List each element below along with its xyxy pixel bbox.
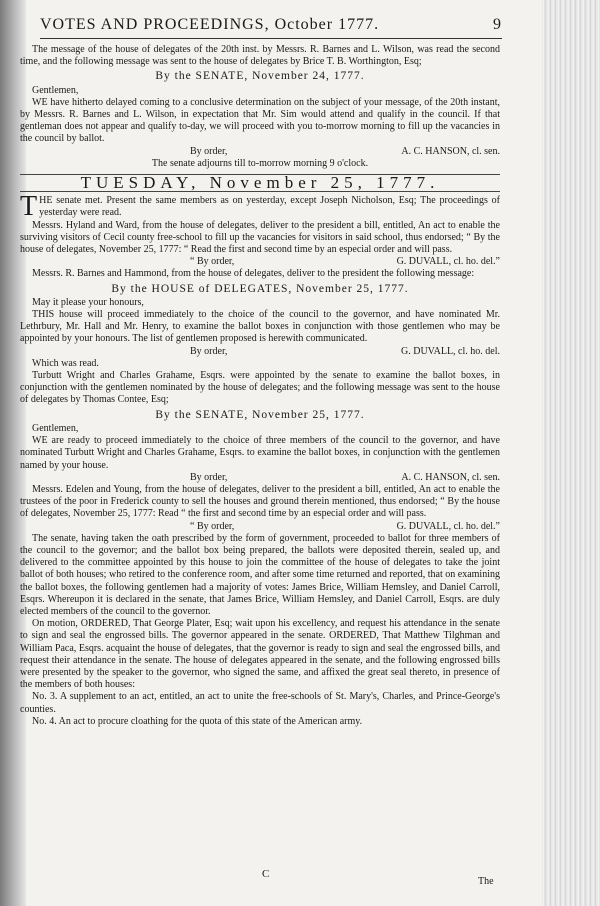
paragraph: The message of the house of delegates of the 20th inst. by Messrs. R. Barnes and L. Wilson, was read the second time, and the following message was sent to the house of delegates by Brice T. B. Worthington, Esq; — [20, 44, 500, 68]
paragraph: The senate, having taken the oath prescribed by the form of government, proceeded to ballot for three members of the council to the governor; and the ballot box being prepared, the ballots were deposited therein, sealed up, and delivered to the committee appointed by this house to join the committee of the house of delegates to take the joint ballot of both houses; who retired to the conference room, and after some time returned and reported, that on examining the ballot boxes, the following gentlemen had a majority of votes: James Brice, William Hemsley, and Daniel Carroll, Esqrs. Whereupon it is declared in the senate, that James Brice, William Hemsley, and Daniel Carroll, Esqrs. are duly elected members of the council to the governor. — [20, 532, 500, 617]
page-number: 9 — [493, 16, 502, 33]
paragraph: Which was read. — [32, 357, 99, 369]
page-edges — [542, 0, 600, 906]
paragraph: Turbutt Wright and Charles Grahame, Esqrs. were appointed by the senate to examine the ballot boxes, in conjunction with the gentlemen nominated by the house of delegates; and the following message was sent to the house of delegates by Thomas Contee, Esq; — [20, 370, 500, 406]
paragraph: Messrs. Edelen and Young, from the house of delegates, deliver to the president a bill, entitled, An act to enable the trustees of the poor in Frederick county to sell the houses and ground therein mentioned, thus endorsed; “ By the house of delegates, November 25, 1777: Read “ the first and second time by an especial order and will pass. — [20, 483, 500, 520]
signature-order: “ By order, — [190, 256, 235, 268]
salutation: Gentlemen, — [32, 84, 79, 96]
signature-order: By order, — [190, 345, 228, 357]
day-heading: TUESDAY, November 25, 1777. — [20, 174, 500, 192]
salutation: May it please your honours, — [32, 296, 144, 308]
paragraph: THIS house will proceed immediately to the choice of the council to the governor, and have nominated Mr. Lethrbury, Mr. Hall and Mr. Henry, to examine the ballot boxes in conjunction with those gentlemen who may be appointed by your honours. The list of gentlemen proposed is herewith communicated. — [20, 309, 500, 345]
signature-name: A. C. HANSON, cl. sen. — [401, 145, 500, 157]
paragraph: No. 4. An act to procure cloathing for the quota of this state of the American army. — [32, 715, 363, 727]
paragraph: WE have hitherto delayed coming to a conclusive determination on the subject of your message, of the 20th instant, by Messrs. R. Barnes and L. Wilson, in expectation that Mr. Sim would attend and qualify in the council. If that gentleman does not appear and qualify to-day, we will proceed with you to-morrow morning to fill up the vacancies in the council by ballot. — [20, 96, 500, 145]
section-heading: By the SENATE, November 25, 1777. — [155, 408, 365, 421]
signature-order: By order, — [190, 471, 228, 483]
section-heading: By the SENATE, November 24, 1777. — [155, 70, 365, 83]
paragraph: THE senate met. Present the same members as on yesterday, except Joseph Nicholson, Esq; The proceedings of yesterday were read. — [20, 191, 500, 223]
catchword: The — [478, 876, 494, 887]
signature-name: G. DUVALL, cl. ho. del.” — [396, 520, 500, 532]
signature-line — [20, 346, 500, 358]
signature-order: By order, — [190, 145, 228, 157]
signature-line — [20, 256, 500, 268]
signature-name: G. DUVALL, cl. ho. del. — [401, 345, 500, 357]
paragraph: On motion, ORDERED, That George Plater, Esq; wait upon his excellency, and request his attendance in the senate to sign and seal the engrossed bills. The governor appeared in the senate. ORDERED, That Matthew Tilghman and William Paca, Esqrs. acquaint the house of delegates, that the governor is ready to sign and seal the engrossed bills, and request their attendance in the senate. The house of delegates appeared in the senate, and the following engrossed bills were presented by the speaker to the governor, who signed the same, and affixed the great seal thereto, in presence of the members of both houses: — [20, 618, 500, 691]
printer-signature-mark: C — [262, 868, 270, 880]
page-body — [20, 44, 500, 728]
signature-name: G. DUVALL, cl. ho. del.” — [396, 256, 500, 268]
section-heading: By the HOUSE of DELEGATES, November 25, 1777. — [111, 282, 409, 295]
signature-line — [20, 521, 500, 533]
signature-line — [20, 472, 500, 484]
paragraph: Messrs. Hyland and Ward, from the house of delegates, deliver to the president a bill, entitled, An act to enable the surviving visitors of Cecil county free-school to fill up the vacancies for visitors in said school, thus endorsed; “ By the house of delegates, November 25, 1777: “ Read the first and second time by an especial order and will pass. — [20, 219, 500, 256]
running-head-title: VOTES AND PROCEEDINGS, October 1777. — [40, 16, 380, 33]
paragraph: WE are ready to proceed immediately to the choice of three members of the council to the governor, and have nominated Turbutt Wright and Charles Grahame, Esqrs. to examine the ballot boxes, in conjunction with the gentlemen named by your house. — [20, 435, 500, 471]
salutation: Gentlemen, — [32, 422, 79, 434]
paragraph: No. 3. A supplement to an act, entitled, an act to unite the free-schools of St. Mary's, Charles, and Prince-George's counties. — [20, 691, 500, 715]
running-head — [40, 16, 502, 39]
paragraph: Messrs. R. Barnes and Hammond, from the house of delegates, deliver to the president the following message: — [32, 268, 475, 280]
signature-name: A. C. HANSON, cl. sen. — [401, 471, 500, 483]
signature-order: “ By order, — [190, 520, 235, 532]
adjournment-note: The senate adjourns till to-morrow morning 9 o'clock. — [151, 157, 369, 169]
signature-line — [20, 146, 500, 158]
